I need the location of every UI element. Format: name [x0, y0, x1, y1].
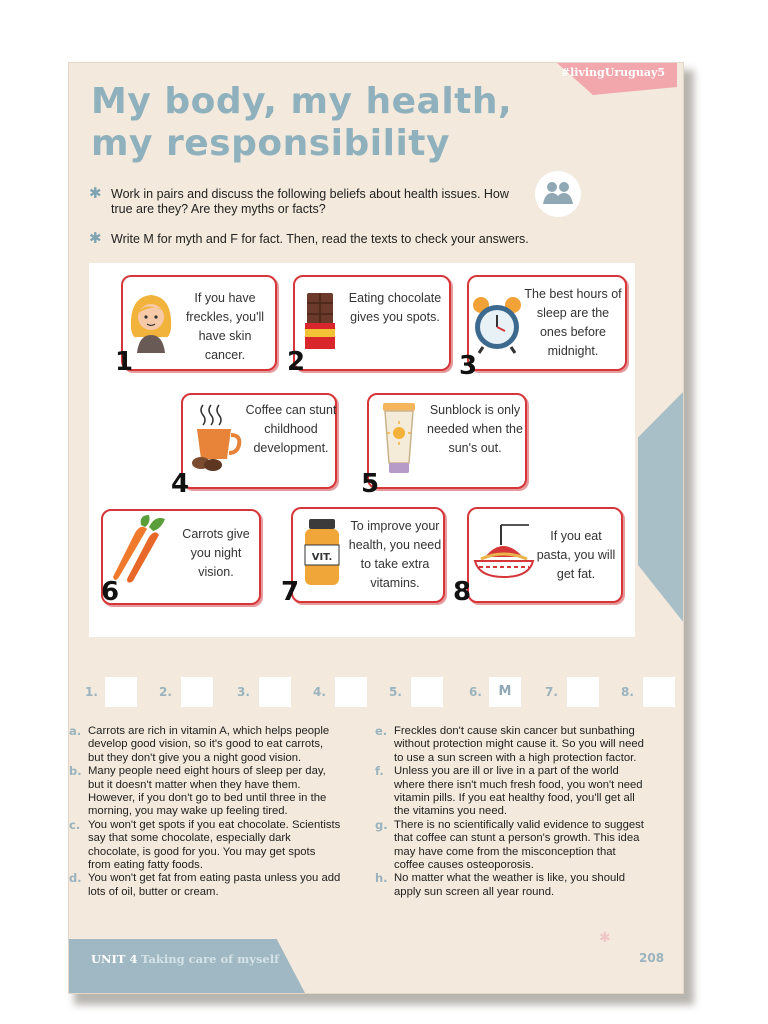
star-bullet-icon: ✱ [89, 185, 102, 202]
textbook-page [68, 62, 684, 994]
unit-label: UNIT 4 [91, 952, 138, 966]
svg-text:VIT.: VIT. [311, 552, 333, 563]
belief-number-5: 5 [361, 469, 380, 499]
instruction-1 [89, 187, 519, 217]
answer-box-7[interactable] [567, 677, 599, 707]
answer-label-2: 2. [159, 685, 172, 699]
page-title [91, 81, 512, 165]
answer-box-3[interactable] [259, 677, 291, 707]
sunblock-tube-icon [379, 401, 419, 480]
texts-column-right [375, 725, 647, 899]
answer-row [69, 677, 683, 707]
belief-number-3: 3 [459, 351, 478, 381]
decorative-star-icon: ✱ [599, 929, 611, 945]
title-line-1: My body, my health, [91, 81, 513, 122]
text-c [69, 819, 341, 873]
pair-work-icon [535, 171, 581, 217]
text-body: Many people need eight hours of sleep per day, but it doesn't matter when they have them. However, if you don't go to bed until three in the morning, you may wake up feeling tired. [88, 765, 327, 818]
belief-text-8: If you eat pasta, you will get fat. [536, 529, 616, 581]
answer-box-5[interactable] [411, 677, 443, 707]
footer-banner [69, 939, 305, 993]
belief-number-2: 2 [287, 347, 306, 377]
answer-box-4[interactable] [335, 677, 367, 707]
answer-label-3: 3. [237, 685, 250, 699]
text-a [69, 725, 341, 765]
instruction-2 [89, 232, 609, 247]
belief-number-6: 6 [101, 577, 120, 607]
text-g [375, 819, 647, 873]
texts-column-left [69, 725, 341, 899]
text-body: No matter what the weather is like, you should apply sun screen all year round. [394, 872, 626, 898]
vitamin-jar-icon [301, 517, 343, 592]
answer-label-7: 7. [545, 685, 558, 699]
text-body: Unless you are ill or live in a part of the world where there isn't much fresh food, you won't need vitamin pills. If you eat healthy food, you'll get all the vitamins you need. [394, 765, 643, 818]
belief-text-2: Eating chocolate gives you spots. [348, 291, 442, 324]
belief-text-5: Sunblock is only needed when the sun's out. [427, 403, 523, 455]
beliefs-panel [89, 263, 635, 637]
text-letter: d. [69, 871, 82, 886]
belief-number-8: 8 [453, 577, 472, 607]
side-decoration [638, 391, 684, 623]
hashtag: #livingUruguay5 [560, 66, 665, 79]
instruction-text: Work in pairs and discuss the following beliefs about health issues. How true are they? Are they myths or facts? [111, 187, 509, 216]
text-d [69, 872, 341, 899]
coffee-cup-icon [187, 401, 247, 478]
text-letter: b. [69, 764, 82, 779]
answer-label-1: 1. [85, 685, 98, 699]
text-e [375, 725, 647, 765]
answer-label-8: 8. [621, 685, 634, 699]
text-body: Freckles don't cause skin cancer but sunbathing without protection might cause it. So you will need to use a sun screen with a high protection factor. [394, 725, 644, 764]
answer-box-1[interactable] [105, 677, 137, 707]
answer-box-8[interactable] [643, 677, 675, 707]
belief-text-3: The best hours of sleep are the ones before midnight. [524, 287, 622, 358]
unit-name: Taking care of myself [141, 952, 280, 966]
text-letter: g. [375, 817, 388, 832]
page-number: 208 [639, 951, 665, 965]
answer-label-5: 5. [389, 685, 402, 699]
answer-box-6[interactable]: M [489, 677, 521, 707]
alarm-clock-icon [469, 295, 525, 360]
answer-label-6: 6. [469, 685, 482, 699]
text-body: Carrots are rich in vitamin A, which helps people develop good vision, so it's good to eat carrots, but they don't give you a night good vision. [88, 725, 330, 764]
belief-number-4: 4 [171, 469, 190, 499]
belief-text-7: To improve your health, you need to take extra vitamins. [348, 519, 442, 590]
text-letter: a. [69, 724, 82, 738]
text-letter: e. [375, 724, 388, 738]
text-letter: c. [69, 817, 81, 832]
title-line-2: my responsibility [91, 123, 450, 164]
answer-label-4: 4. [313, 685, 326, 699]
star-bullet-icon: ✱ [89, 230, 102, 247]
text-body: You won't get fat from eating pasta unless you add lots of oil, butter or cream. [88, 872, 341, 898]
text-body: You won't get spots if you eat chocolate. Scientists say that some chocolate, especially dark chocolate, is good for you. You may get spots from eating fatty foods. [88, 818, 341, 872]
text-b [69, 765, 341, 819]
belief-number-7: 7 [281, 577, 300, 607]
belief-number-1: 1 [115, 347, 134, 377]
text-letter: h. [375, 871, 388, 886]
text-h [375, 872, 647, 899]
pasta-plate-icon [471, 521, 537, 588]
text-letter: f. [375, 764, 384, 779]
chocolate-bar-icon [301, 289, 339, 358]
text-f [375, 765, 647, 819]
belief-text-6: Carrots give you night vision. [182, 527, 250, 579]
text-body: There is no scientifically valid evidence to suggest that coffee can stunt a person's growth. This idea may have come from the misconception that coffee causes osteoporosis. [394, 818, 644, 872]
instruction-text: Write M for myth and F for fact. Then, read the texts to check your answers. [111, 232, 529, 246]
belief-text-1: If you have freckles, you'll have skin cancer. [185, 291, 265, 362]
belief-text-4: Coffee can stunt childhood development. [245, 403, 337, 455]
answer-box-2[interactable] [181, 677, 213, 707]
